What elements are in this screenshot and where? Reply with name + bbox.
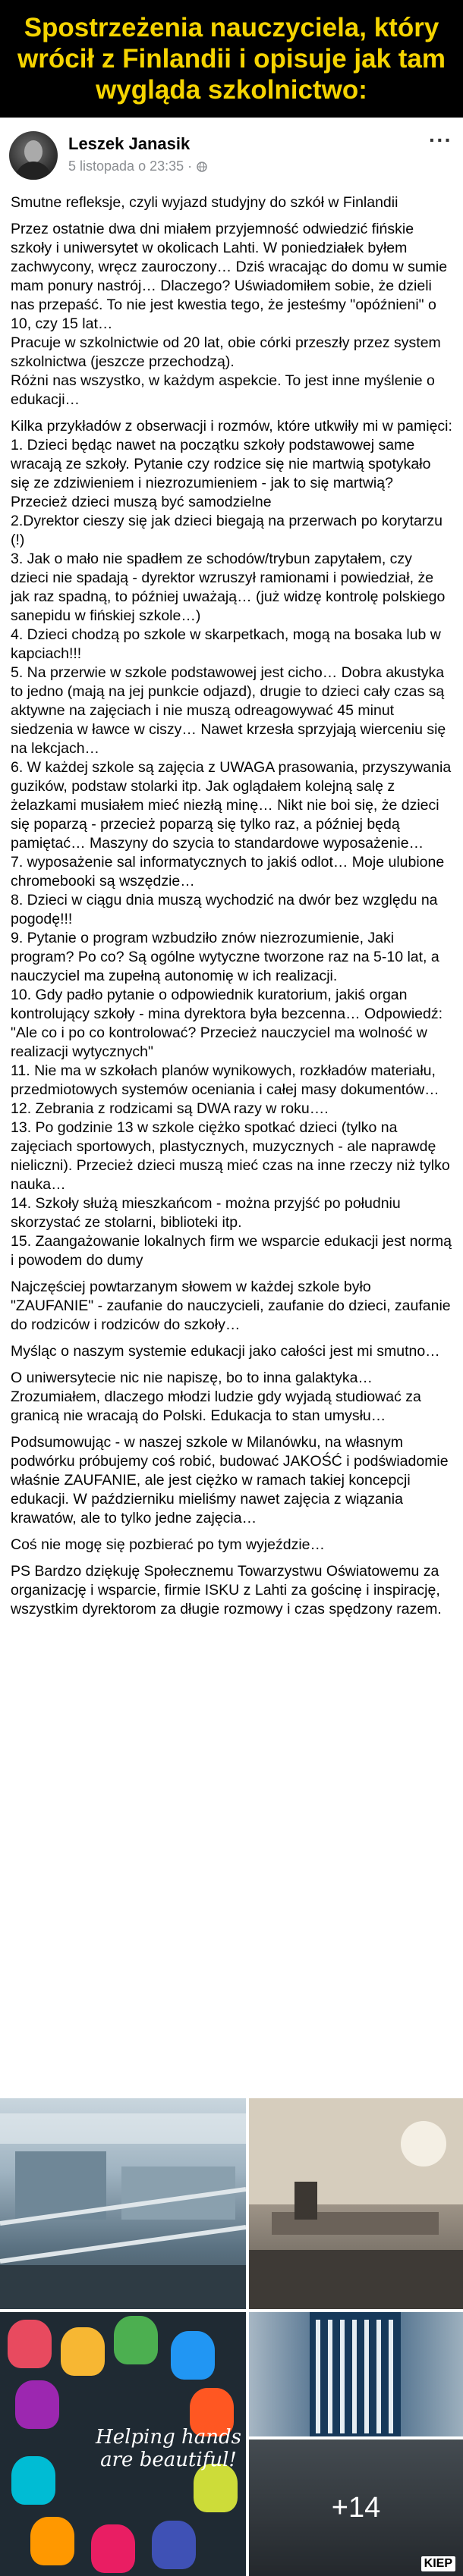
globe-icon xyxy=(197,162,207,172)
post-paragraph: O uniwersytecie nic nie napiszę, bo to inna galaktyka… Zrozumiałem, dlaczego młodzi ludzie gdy wyjadą studiować za granicą nie wracają do Polski. Edukacja to stan umysłu… xyxy=(11,1370,421,1424)
banner-title: Spostrzeżenia nauczyciela, który wrócił z Finlandii i opisuje jak tam wygląda szkolnictwo: xyxy=(17,13,446,105)
more-photos-count[interactable]: +14 xyxy=(249,2440,463,2576)
post-date[interactable]: 5 listopada o 23:35 · xyxy=(68,158,193,174)
photo-grid xyxy=(0,2098,463,2576)
photo-helping-hands-mural[interactable] xyxy=(0,2312,246,2576)
facebook-post xyxy=(0,118,463,2098)
blue-wall-illustration xyxy=(249,2312,463,2436)
photo-blue-wall[interactable] xyxy=(249,2312,463,2436)
post-paragraph: Podsumowując - w naszej szkole w Milanówku, na własnym podwórku próbujemy coś robić, budować JAKOŚĆ i podświadomie właśnie ZAUFANIE, ale jest ciężko w ramach takiej koncepcji edukacji. W październiku mieliśmy nawet zajęcia z wiązania krawatów, ale to tylko jedne zajęcia… xyxy=(11,1434,449,1526)
photo-classroom[interactable] xyxy=(249,2098,463,2309)
photo-more[interactable] xyxy=(249,2440,463,2576)
banner xyxy=(0,0,463,118)
post-paragraph: PS Bardzo dziękuję Społecznemu Towarzystwu Oświatowemu za organizację i wsparcie, firmie ISKU z Lahti za gościnę i inspirację, wszystkim dyrektorom za długie rozmowy i czas spędzony razem. xyxy=(11,1563,442,1617)
post-paragraph: Kilka przykładów z obserwacji i rozmów, które utkwiły mi w pamięci: 1. Dzieci będąc nawet na początku szkoły podstawowej same wracają ze szkoły. Pytanie czy rodzice się nie martwią spotykało się ze zdziwieniem i niezrozumieniem - jak to się martwią? Przecież dzieci muszą być samodzielne 2.Dyrektor cieszy się jak dzieci biegają na przerwach po korytarzu (!) 3. Jak o mało nie spadłem ze schodów/trybun zapytałem, czy dzieci nie spadają - dyrektor wzruszył ramionami i powiedział, że jak raz spadną, to później uważają… (już widzę kontrolę polskiego sanepidu w fińskiej szkole…) 4. Dzieci chodzą po szkole w skarpetkach, mogą na bosaka lub w kapciach!!! 5. Na przerwie w szkole podstawowej jest cicho… Dobra akustyka to jedno (mają na jej punkcie odjazd), drugie to dzieci cały czas są aktywne na zajęciach i nie muszą odreagowywać 45 minut siedzenia w ławce w ciszy… Nawet krzesła sprzyjają wierceniu się na lekcjach… 6. W każdej szkole są zajęcia z UWAGA prasowania, przyszywania guzików, podstaw stolarki itp. Jak oglądałem kolejną salę z żelazkami musiałem mieć niezłą minę… Nikt nie boi się, że dzieci się poparzą - przecież poparzą się tylko raz, a później będą pamiętać… Maszyny do szycia to standardowe wyposażenie… 7. wyposażenie sal informatycznych to jakiś odlot… Moje ulubione chromebooki są wszędzie… 8. Dzieci w ciągu dnia muszą wychodzić na dwór bez względu na pogodę!!! 9. Pytanie o program wzbudziło znów niezrozumienie, Jaki program? Po co? Są ogólne wytyczne tworzone raz na 5-10 lat, a nauczyciel ma zupełną autonomię w ich realizacji. 10. Gdy padło pytanie o odpowiednik kuratorium, jakiś organ kontrolujący szkoły - mina dyrektora była bezcenna… Odpowiedź: "Ale co i po co kontrolować? Przecież nauczyciel ma wolność w realizacji wytycznych" 11. Nie ma w szkołach planów wynikowych, rozkładów materiału, przedmiotowych systemów oceniania i całej masy dokumentów… 12. Zebrania z rodzicami są DWA razy w roku…. 13. Po godzinie 13 w szkole ciężko spotkać dzieci (tylko na zajęciach sportowych, plastycznych, muzycznych - ale naprawdę nieliczni). Przecież dzieci muszą mieć czas na inne rzeczy niż tylko nauka… 14. Szkoły służą mieszkańcom - można przyjść po południu skorzystać ze stolarni, biblioteki itp. 15. Zaangażowanie lokalnych firm we wsparcie edukacji jest normą i powodem do dumy xyxy=(11,418,452,1269)
post-paragraph: Smutne refleksje, czyli wyjazd studyjny do szkół w Finlandii xyxy=(11,194,398,211)
post-header xyxy=(0,118,463,186)
avatar[interactable] xyxy=(9,131,58,180)
photo-school-atrium[interactable] xyxy=(0,2098,246,2309)
more-options-icon[interactable]: ··· xyxy=(429,128,452,152)
watermark-logo: KIEP xyxy=(421,2556,455,2571)
post-paragraph: Myśląc o naszym systemie edukacji jako całości jest mi smutno… xyxy=(11,1343,440,1360)
post-paragraph: Najczęściej powtarzanym słowem w każdej szkole było "ZAUFANIE" - zaufanie do nauczycieli, zaufanie do dzieci, zaufanie do rodziców i rodziców do szkoły… xyxy=(11,1279,451,1333)
post-text xyxy=(11,193,452,1627)
post-paragraph: Coś nie mogę się pozbierać po tym wyjeździe… xyxy=(11,1536,326,1553)
author-name[interactable]: Leszek Janasik xyxy=(68,134,191,153)
mural-text: Helping hands are beautiful! xyxy=(96,2426,241,2471)
atrium-illustration xyxy=(0,2098,246,2309)
post-paragraph: Przez ostatnie dwa dni miałem przyjemność odwiedzić fińskie szkoły i uniwersytet w okolicach Lahti. W poniedziałek byłem zachwycony, wręcz zauroczony… Dziś wracając do domu w sumie mam ponury nastrój… Dlaczego? Uświadomiłem sobie, że dzieli nas przepaść. To nie jest kwestia tego, że jesteśmy "opóźnieni" o 10, czy 15 lat… Pracuje w szkolnictwie od 20 lat, obie córki przeszły przez system szkolnictwa (jeszcze przechodzą). Różni nas wszystko, w każdym aspekcie. To jest inne myślenie o edukacji… xyxy=(11,221,448,408)
classroom-illustration xyxy=(249,2098,463,2309)
post-meta xyxy=(68,158,207,174)
